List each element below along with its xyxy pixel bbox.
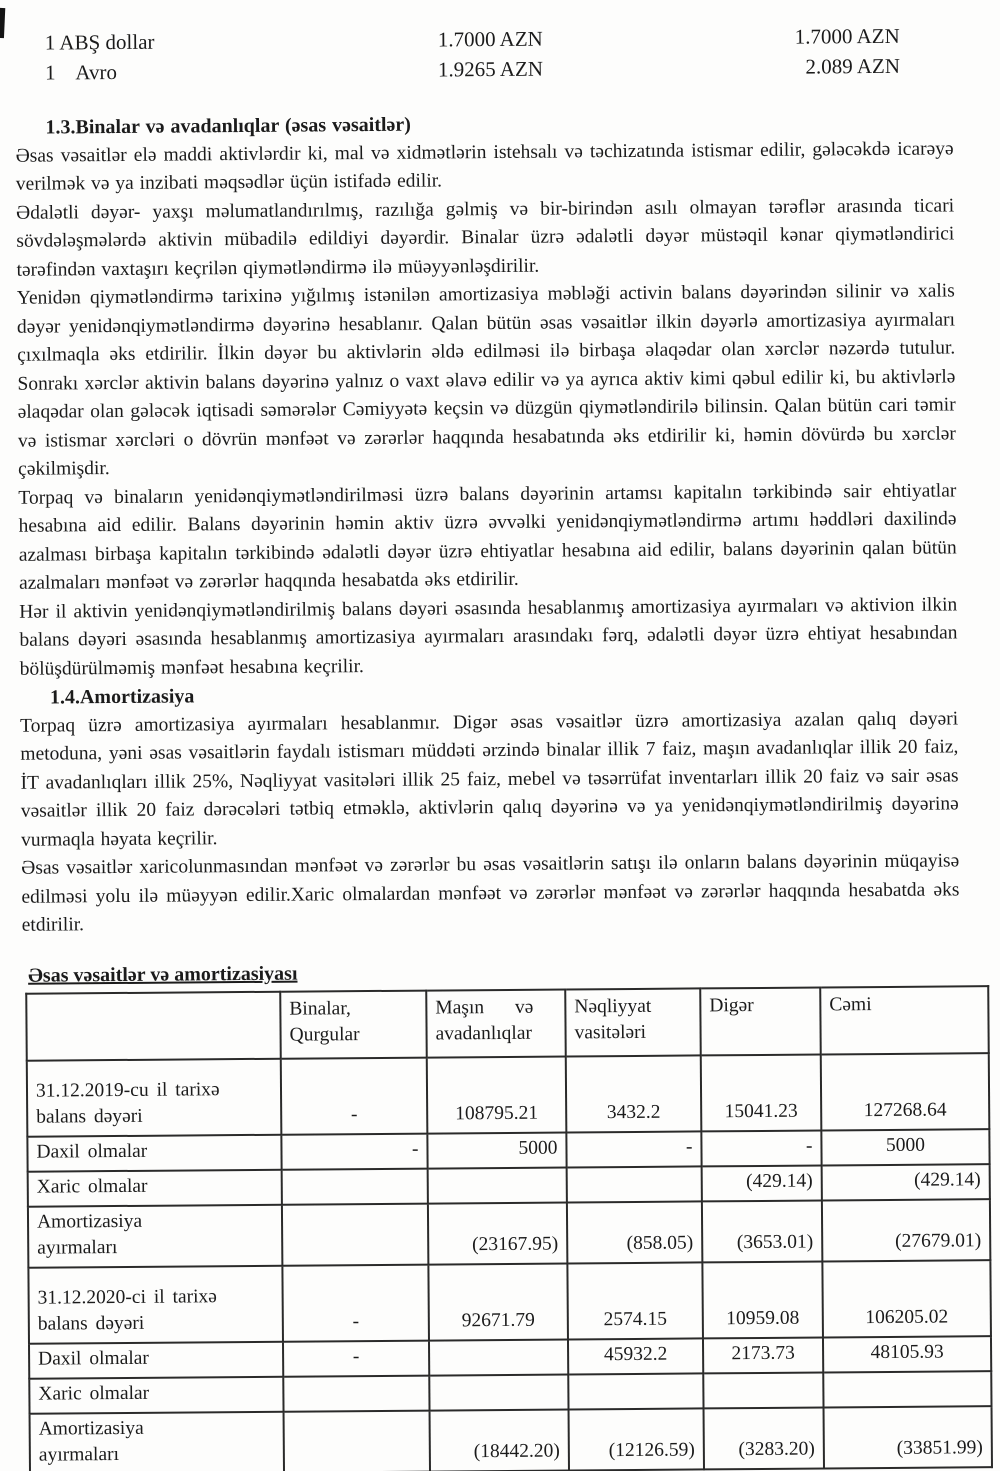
table-cell: (429.14) <box>822 1164 990 1200</box>
column-header-neqliyyat: Nəqliyyat vasitələri <box>565 988 701 1056</box>
rate-value-2: 1.7000 AZN <box>794 23 900 49</box>
document-body <box>15 106 959 940</box>
table-cell <box>283 1375 429 1411</box>
table-cell <box>568 1373 703 1409</box>
table-cell: (429.14) <box>702 1165 822 1201</box>
column-header-diger: Digər <box>700 987 821 1055</box>
table-cell: - <box>566 1131 701 1167</box>
table-cell <box>282 1168 428 1204</box>
table-header-row <box>26 986 988 1061</box>
paragraph: Əsas vəsaitlər xaricolunmasından mənfəət və zərərlər bu əsas vəsaitlərin satışı ilə onların balans dəyərinin müqayisə edilməsi yolu ilə müəyyən edilir.Xaric olmalardan mənfəət və zərərlər mənfəət və zərərlər haqqında hesabatda əks etdirilir. <box>21 850 960 936</box>
assets-amortization-table <box>25 985 993 1471</box>
scan-corner-artifact <box>0 8 5 38</box>
column-header-cemi: Cəmi <box>820 986 989 1054</box>
table-cell <box>429 1339 568 1375</box>
currency-label: 1 ABŞ dollar <box>44 29 155 55</box>
table-cell: 108795.21 <box>427 1056 567 1133</box>
rate-value-1: 1.7000 AZN <box>437 26 543 52</box>
rate-value-2: 2.089 AZN <box>805 53 901 79</box>
table-cell <box>428 1167 567 1203</box>
table-cell <box>282 1203 428 1265</box>
table-cell <box>429 1374 568 1410</box>
table-cell: (18442.20) <box>430 1409 569 1471</box>
row-label: Amortizasiya ayırmaları <box>30 1411 284 1471</box>
table-cell: (3653.01) <box>702 1200 822 1262</box>
table-cell: 2574.15 <box>567 1262 703 1339</box>
table-row <box>28 1199 990 1268</box>
table-cell: (27679.01) <box>822 1199 990 1261</box>
row-label: Daxil olmalar <box>27 1134 281 1171</box>
paragraph: Hər il aktivin yenidənqiymətləndirilmiş balans dəyəri əsasında hesablanmış amortizasiya ayırmaları və aktivion ilkin balans dəyəri əsasında hesablanmış amortizasiya ayırmaları arasındakı fərq, ədalətli dəyər üzrə ehtiyat hesabından bölüşdürülməmiş mənfəət hesabına keçrilir. <box>19 593 958 680</box>
paragraph: Yenidən qiymətləndirmə tarixinə yığılmış istənilən amortizasiya məbləği activin balans dəyərindən silinir və xalis dəyər yenidənqiymətləndirmə dəyərinə hesablanır. Qalan bütün əsas vəsaitlər ilkin dəyərlə amortizasiya ayırmaları çıxılmaqla əks etdirilir. İlkin dəyər bu aktivlərin əldə edilməsi ilə birbaşa əlaqədar olan xərclər nəzərdə tutulur. Sonrakı xərclər aktivin balans dəyərinə yalnız o vaxt əlavə edilir və ya ayrıca aktiv kimi qəbul edilir ki, bu aktivlərlə əlaqədar olan gələcək iqtisadi səmərələr Cəmiyyətə keçsin və düzgün qiymətləndirilə bilinsin. Qalan bütün cari təmir və istismar xərcləri o dövrün mənfəət və zərərlər haqqında hesabatında əks etdirilir ki, həmin dövürdə bu xərclər çəkilmişdir. <box>16 280 956 480</box>
row-label: Daxil olmalar <box>29 1341 283 1378</box>
table-cell: (23167.95) <box>428 1202 567 1264</box>
table-cell: 48105.93 <box>823 1336 991 1372</box>
table-cell: (3283.20) <box>704 1407 824 1469</box>
row-label: Amortizasiya ayırmaları <box>28 1204 282 1267</box>
column-header-empty <box>26 991 281 1060</box>
exchange-rate-row <box>45 50 995 87</box>
currency-label: 1 Avro <box>44 59 118 85</box>
section-1-3-heading: 1.3.Binalar və avadanlıqlar (əsas vəsaitlər) <box>45 113 412 139</box>
table-cell: 92671.79 <box>428 1263 568 1340</box>
table-cell <box>284 1410 430 1471</box>
column-header-binalar: Binalar, Qurgular <box>280 990 427 1058</box>
table-cell: - <box>701 1130 821 1166</box>
table-cell: 106205.02 <box>822 1260 991 1337</box>
paragraph: Ədalətli dəyər- yaxşı məlumatlandırılmış, razılığa gəlmiş və bir-birindən asılı olmayan tərəflər arasında ticari sövdələşmələrdə aktivin mübadilə edildiyi dəyərdir. Binalar üzrə ədalətli dəyər müstəqil kənar qiymətləndirici tərəfindən vaxtaşırı keçrilən qiymətləndirmə ilə müəyyənləşdirilir. <box>16 194 955 281</box>
column-header-masin: Maşın və avadanlıqlar <box>426 989 566 1057</box>
table-cell <box>703 1372 823 1408</box>
paragraph: Əsas vəsaitlər elə maddi aktivlərdir ki, mal və xidmətlərin istehsalı və təchizatında istismar edilir, gələcəkdə icarəyə verilmək və ya inzibati məqsədlər üçün istifadə edilir. <box>15 137 954 195</box>
row-label: 31.12.2020-ci il tarixə balans dəyəri <box>28 1265 283 1343</box>
row-label: Xaric olmalar <box>29 1376 283 1413</box>
table-cell: 15041.23 <box>701 1054 822 1131</box>
table-row <box>27 1053 990 1137</box>
table-cell: 45932.2 <box>568 1338 703 1374</box>
table-cell: - <box>281 1133 427 1169</box>
row-label: Xaric olmalar <box>28 1169 282 1206</box>
table-row <box>30 1406 992 1471</box>
table-cell: 5000 <box>427 1132 566 1168</box>
table-cell: 127268.64 <box>821 1053 990 1130</box>
table-cell: - <box>281 1057 428 1134</box>
table-cell: - <box>283 1340 429 1376</box>
table-cell <box>567 1166 702 1202</box>
paragraph: Torpaq və binaların yenidənqiymətləndirilməsi üzrə balans dəyərinin artamsı kapitalın tərkibində sair ehtiyatlar hesabına aid edilir. Balans dəyərinin həmin aktiv üzrə əvvəlki yenidənqiymətləndirmə artımı həddləri daxilində azalması birbaşa kapitalın tərkibində ədalətli dəyər üzrə ehtiyatlar hesabına aid edilir, balans dəyərinin qalan bütün azalmaları mənfəət və zərərlər haqqında hesabatda əks etdirilir. <box>18 479 957 594</box>
paragraph: Torpaq üzrə amortizasiya ayırmaları hesablanmır. Digər əsas vəsaitlər üzrə amortizasiya azalan qalıq dəyəri metoduna, yəni əsas vəsaitlərin faydalı istismarı müddəti ərzində binalar illik 7 faiz, maşın avadanlıqlar illik 20 faiz, İT avadanlıqları illik 25%, Nəqliyyat vasitələri illik 25 faiz, mebel və təsərrüfat inventarları illik 20 faiz və sair əsas vəsaitlər illik 20 faiz dərəcələri tətbiq etməklə, aktivlərin qalıq dəyərinə və ya yenidənqiymətləndirilmiş dəyərinə vurmaqla həyata keçrilir. <box>20 707 959 851</box>
table-cell: 10959.08 <box>702 1261 823 1338</box>
table-cell: 5000 <box>821 1129 989 1165</box>
table-row <box>28 1260 991 1344</box>
table-cell <box>823 1371 991 1407</box>
rate-value-1: 1.9265 AZN <box>437 56 544 82</box>
section-1-4-heading: 1.4.Amortizasiya <box>49 685 195 709</box>
table-cell: 3432.2 <box>566 1055 702 1132</box>
table-cell: (33851.99) <box>824 1406 992 1468</box>
table-cell: - <box>282 1264 429 1341</box>
table-cell: 2173.73 <box>703 1337 823 1373</box>
table-cell: (12126.59) <box>569 1408 704 1470</box>
table-cell: (858.05) <box>567 1201 702 1263</box>
exchange-rates-block <box>45 20 995 87</box>
assets-table-title: Əsas vəsaitlər və amortizasiyası <box>28 962 298 987</box>
row-label: 31.12.2019-cu il tarixə balans dəyəri <box>27 1058 282 1136</box>
